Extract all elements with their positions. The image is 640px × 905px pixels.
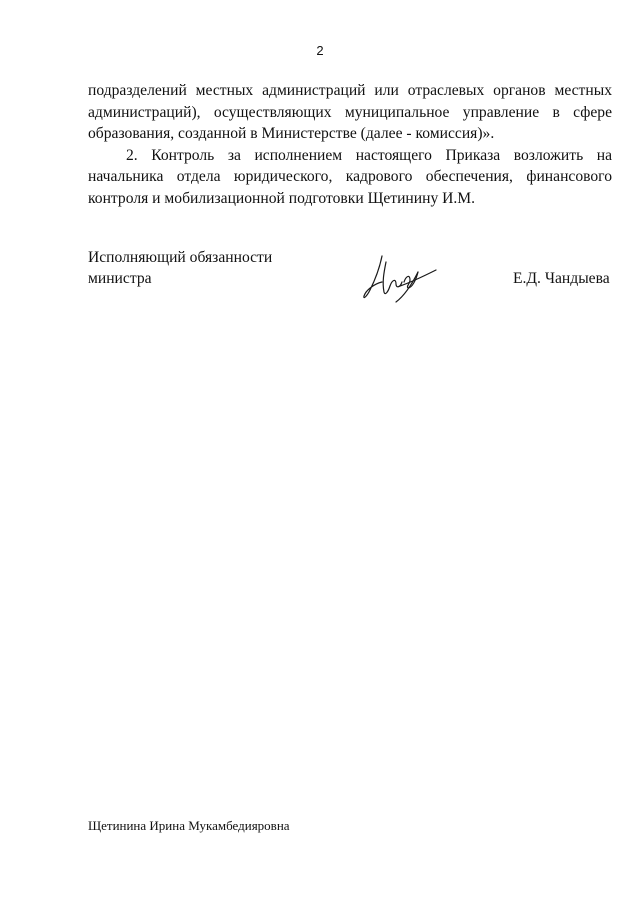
signatory-position bbox=[88, 247, 272, 289]
paragraph-item-2: 2. Контроль за исполнением настоящего Приказа возложить на начальника отдела юридического, кадрового обеспечения, финансового контроля и мобилизационной подготовки Щетинину И.М. bbox=[88, 146, 612, 207]
document-body bbox=[88, 80, 612, 209]
paragraph-continuation: подразделений местных администраций или отраслевых органов местных администраций), осуществляющих муниципальное управление в сфере образования, созданной в Министерстве (далее - комиссия)». bbox=[88, 82, 612, 142]
position-line-2: министра bbox=[88, 270, 152, 287]
page-number: 2 bbox=[316, 43, 324, 58]
executor-name: Щетинина Ирина Мукамбедияровна bbox=[88, 818, 290, 833]
position-line-1: Исполняющий обязанности bbox=[88, 249, 273, 266]
signer-name: Е.Д. Чандыева bbox=[513, 270, 610, 287]
handwritten-signature-icon bbox=[360, 252, 440, 308]
